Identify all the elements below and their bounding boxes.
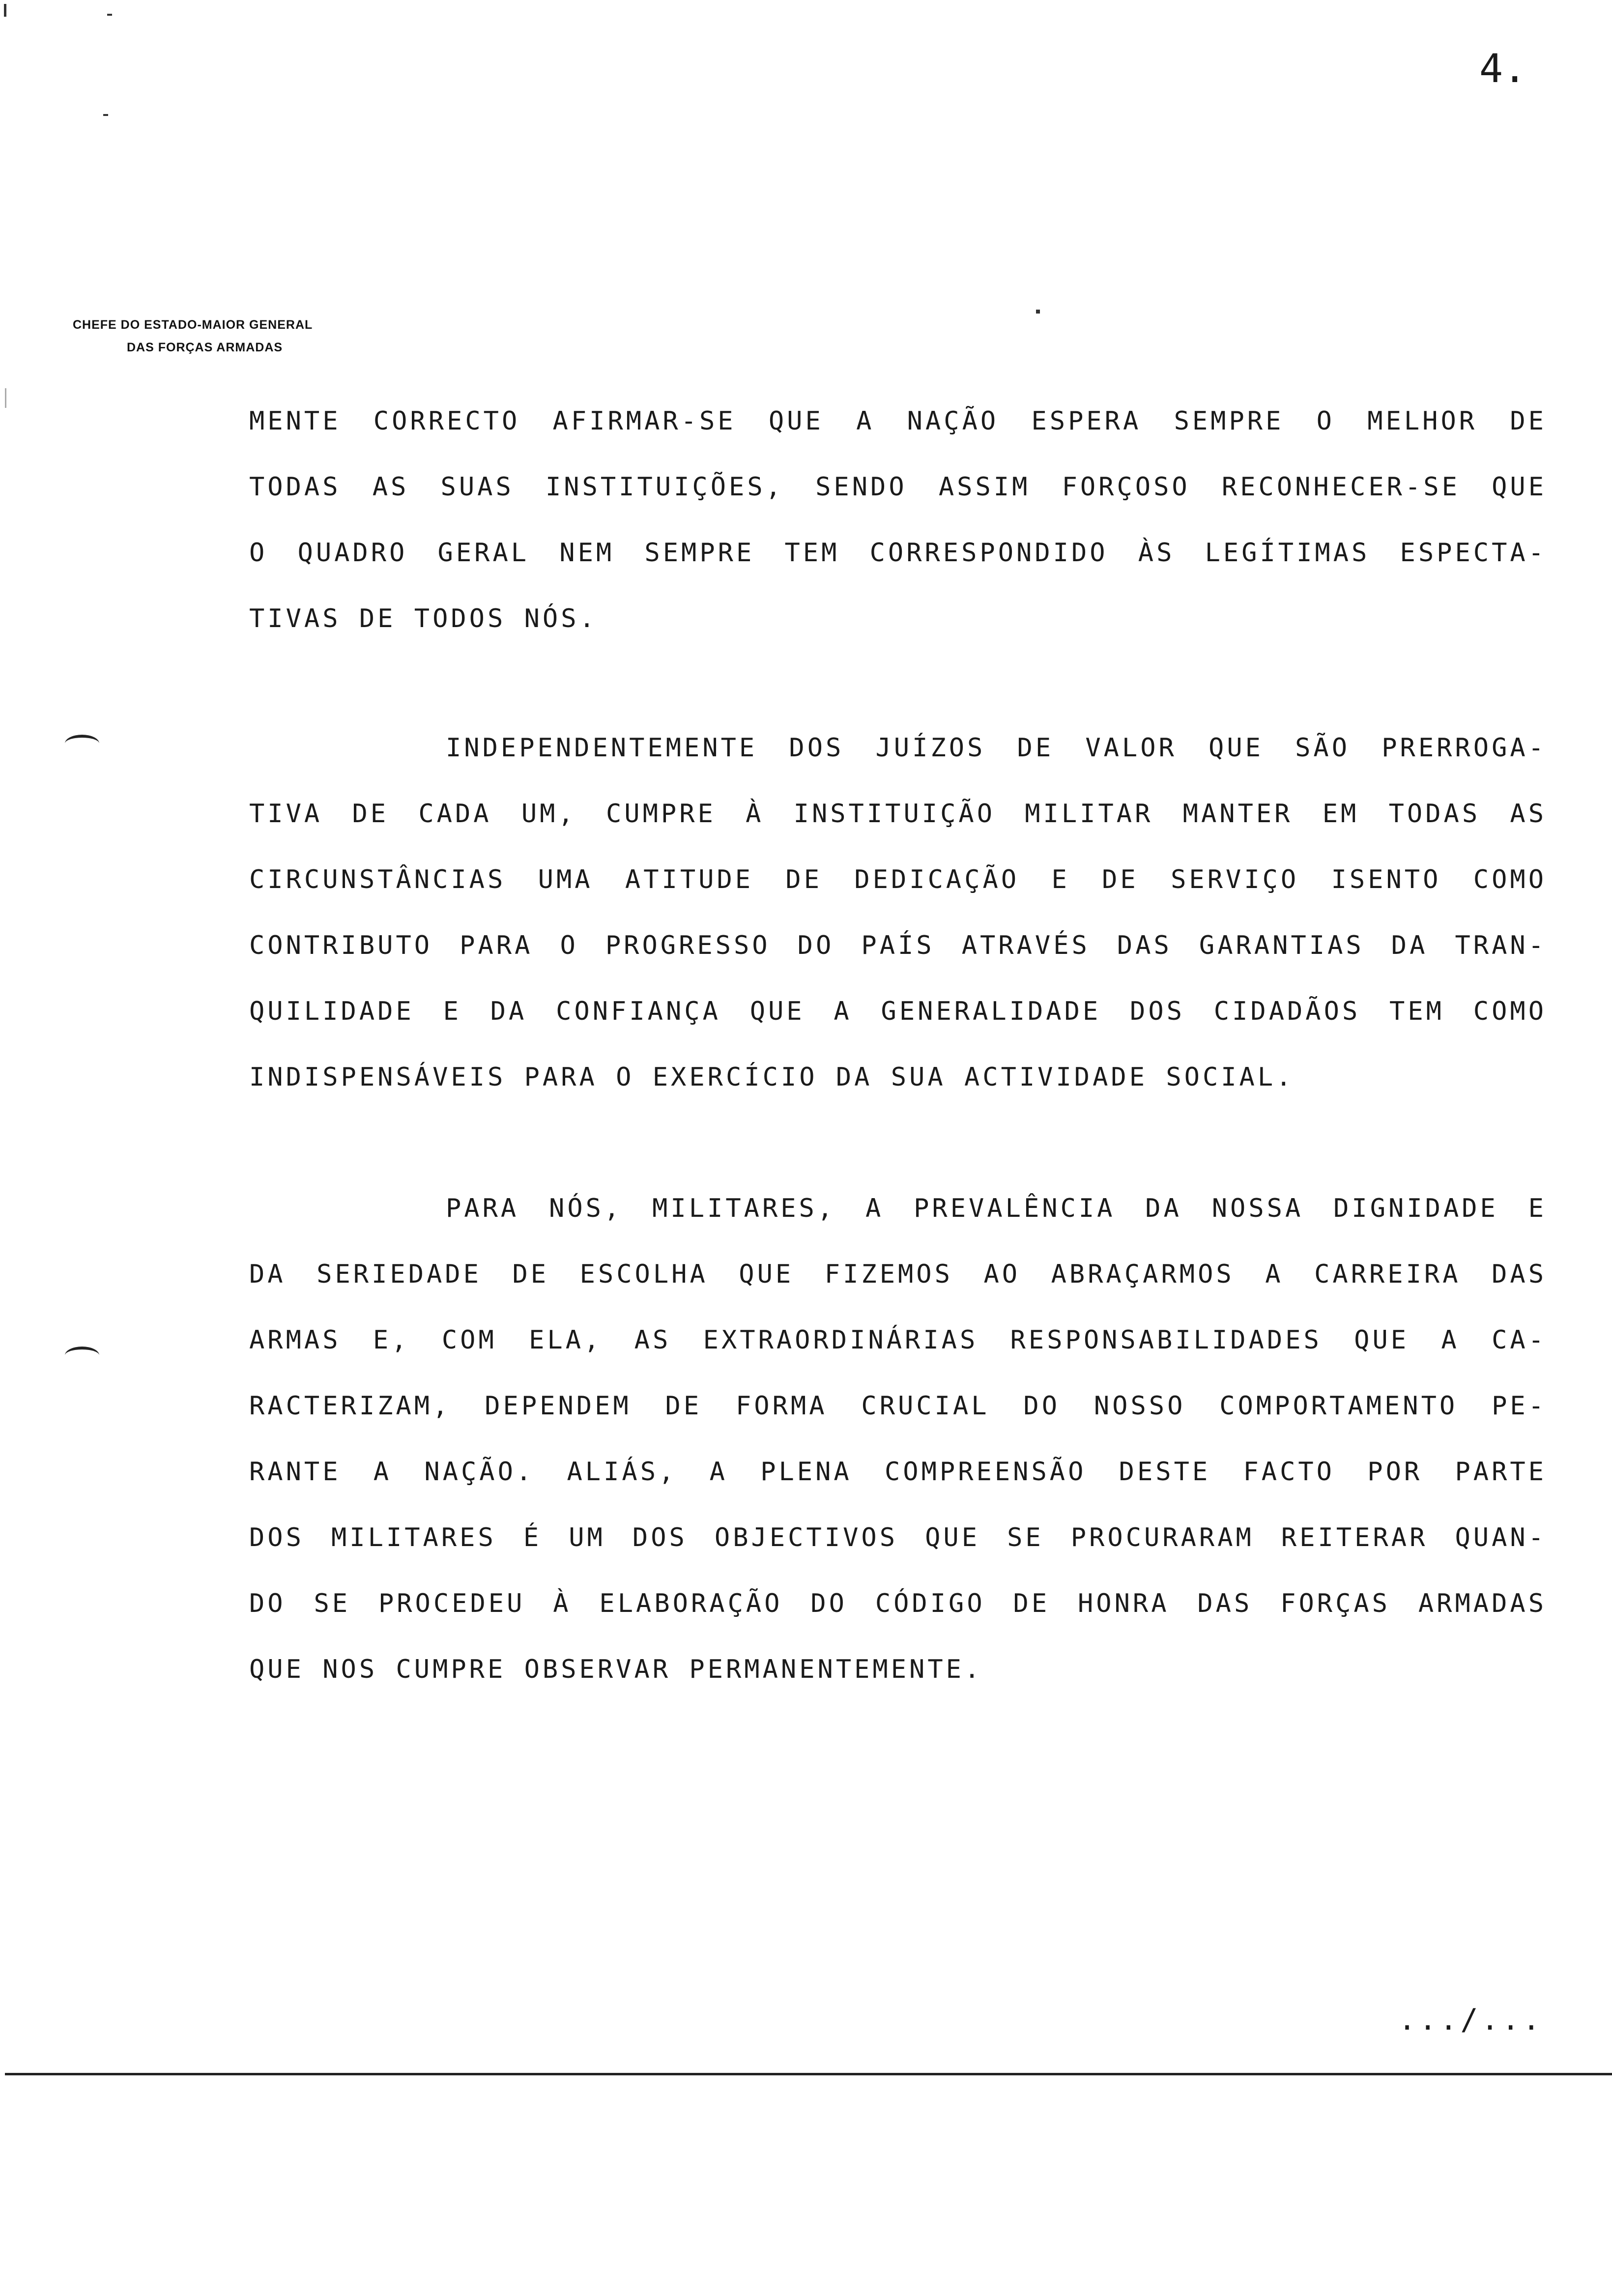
letterhead-line-2: DAS FORÇAS ARMADAS: [127, 341, 283, 354]
paragraph-line: INDISPENSÁVEIS PARA O EXERCÍCIO DA SUA ACTIVIDADE SOCIAL.: [249, 1062, 1295, 1092]
scan-speck: [5, 388, 6, 408]
scan-speck: [107, 14, 112, 16]
bottom-rule: [5, 2073, 1612, 2075]
scan-speck: [1036, 310, 1040, 314]
paragraph-line: DOS MILITARES É UM DOS OBJECTIVOS QUE SE PROCURARAM REITERAR QUAN-: [249, 1523, 1547, 1552]
paragraph-line: ARMAS E, COM ELA, AS EXTRAORDINÁRIAS RESPONSABILIDADES QUE A CA-: [249, 1325, 1547, 1355]
paragraph-line: INDEPENDENTEMENTE DOS JUÍZOS DE VALOR QUE SÃO PRERROGA-: [446, 733, 1547, 763]
scan-speck: [4, 4, 6, 17]
margin-mark: [65, 735, 99, 752]
paragraph-line: CIRCUNSTÂNCIAS UMA ATITUDE DE DEDICAÇÃO E DE SERVIÇO ISENTO COMO: [249, 865, 1547, 894]
paragraph-line: TODAS AS SUAS INSTITUIÇÕES, SENDO ASSIM FORÇOSO RECONHECER-SE QUE: [249, 472, 1547, 502]
paragraph-line: DO SE PROCEDEU À ELABORAÇÃO DO CÓDIGO DE HONRA DAS FORÇAS ARMADAS: [249, 1589, 1547, 1618]
paragraph-line: QUILIDADE E DA CONFIANÇA QUE A GENERALIDADE DOS CIDADÃOS TEM COMO: [249, 997, 1547, 1026]
paragraph-line: RACTERIZAM, DEPENDEM DE FORMA CRUCIAL DO NOSSO COMPORTAMENTO PE-: [249, 1391, 1547, 1421]
paragraph-line: TIVA DE CADA UM, CUMPRE À INSTITUIÇÃO MILITAR MANTER EM TODAS AS: [249, 799, 1547, 829]
paragraph-1: [249, 388, 1547, 652]
paragraph-line: PARA NÓS, MILITARES, A PREVALÊNCIA DA NOSSA DIGNIDADE E: [446, 1194, 1547, 1223]
paragraph-3: [249, 1176, 1547, 1702]
paragraph-line: QUE NOS CUMPRE OBSERVAR PERMANENTEMENTE.: [249, 1655, 983, 1684]
continuation-mark: .../...: [1398, 2003, 1543, 2037]
margin-mark: [65, 1347, 99, 1364]
scan-speck: [103, 114, 108, 116]
letterhead-line-1: CHEFE DO ESTADO-MAIOR GENERAL: [73, 318, 313, 332]
paragraph-line: O QUADRO GERAL NEM SEMPRE TEM CORRESPONDIDO ÀS LEGÍTIMAS ESPECTA-: [249, 538, 1547, 568]
paragraph-line: RANTE A NAÇÃO. ALIÁS, A PLENA COMPREENSÃO DESTE FACTO POR PARTE: [249, 1457, 1547, 1487]
paragraph-2: [249, 715, 1547, 1110]
paragraph-line: DA SERIEDADE DE ESCOLHA QUE FIZEMOS AO ABRAÇARMOS A CARREIRA DAS: [249, 1260, 1547, 1289]
page-number: 4.: [1479, 46, 1527, 91]
paragraph-line: MENTE CORRECTO AFIRMAR-SE QUE A NAÇÃO ESPERA SEMPRE O MELHOR DE: [249, 406, 1547, 436]
paragraph-line: CONTRIBUTO PARA O PROGRESSO DO PAÍS ATRAVÉS DAS GARANTIAS DA TRAN-: [249, 931, 1547, 960]
paragraph-line: TIVAS DE TODOS NÓS.: [249, 604, 598, 633]
letterhead: [73, 314, 313, 359]
